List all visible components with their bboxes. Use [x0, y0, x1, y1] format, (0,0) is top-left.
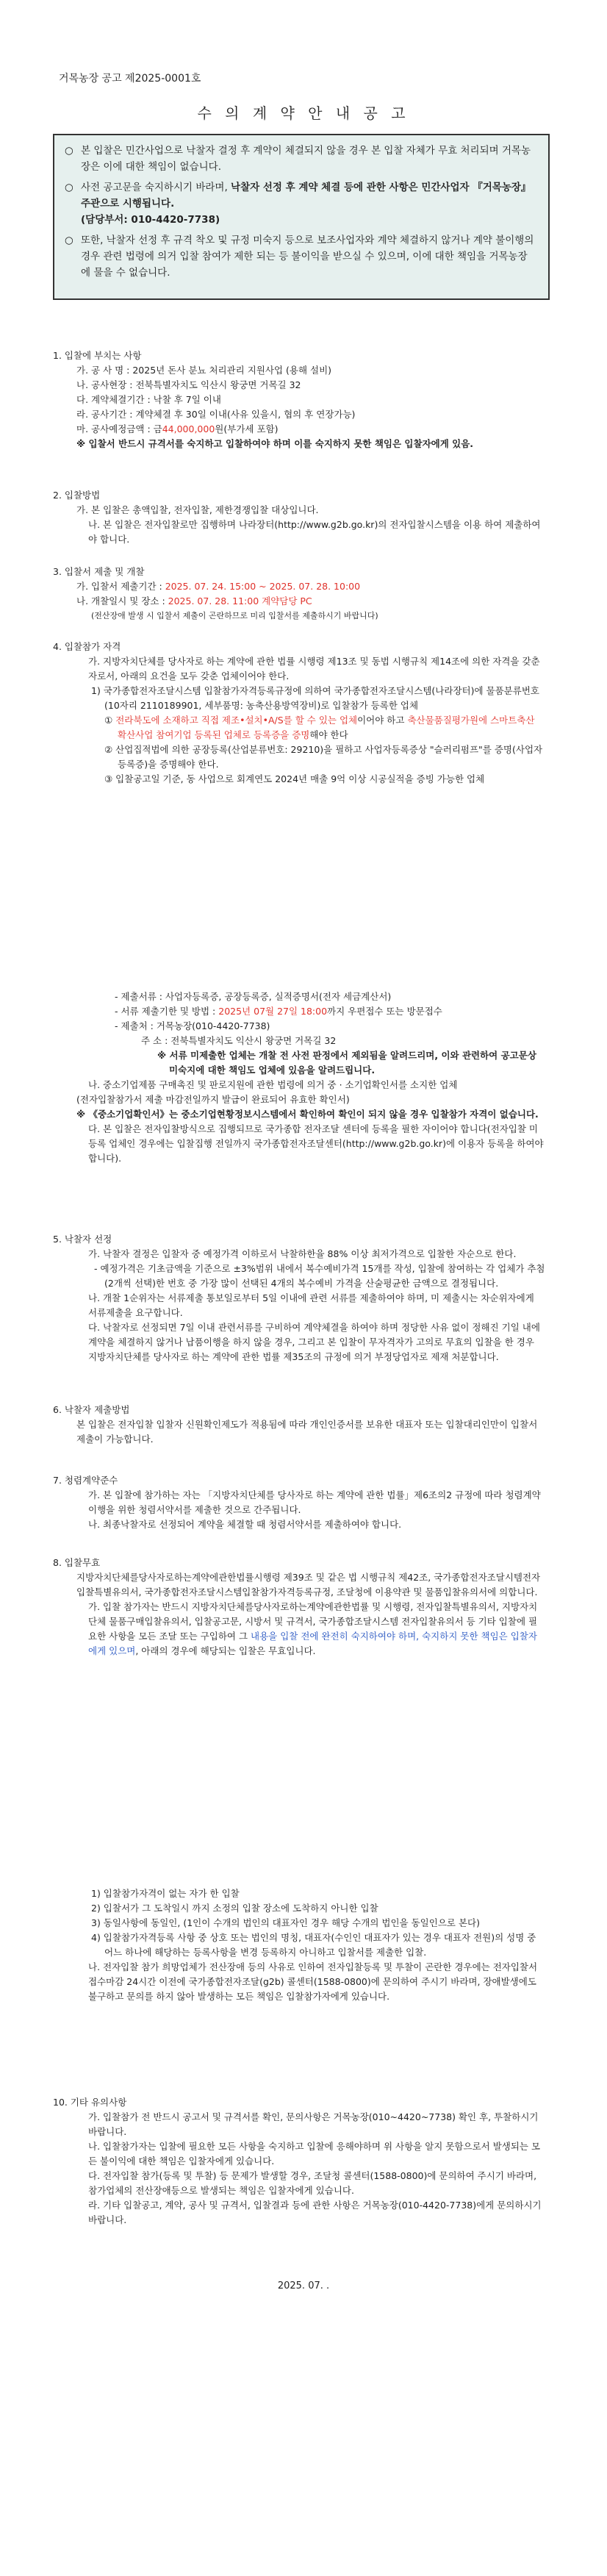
section-3: 3. 입찰서 제출 및 개찰 가. 입찰서 제출기간 : 2025. 07. 24. 15:00 ~ 2025. 07. 28. 10:00 나. 개찰일시 및 장소 : 2025. 07. 28. 11:00 계약담당 PC (전산장애 발생 시 입찰서 제출이 곤란하므로 미리 입찰서를 제출하시기 바랍니다)	[53, 565, 545, 623]
bullet-icon: ○	[65, 145, 73, 157]
section-4-documents: - 제출서류 : 사업자등록증, 공장등록증, 실적증명서(전자 세금계산서) - 서류 제출기한 및 방법 : 2025년 07월 27일 18:00까지 우편접수 또는 방문접수 - 제출처 : 거목농장(010-4420-7738) 주 소 : 전북특별자치도 익산시 왕궁면 거목길 32 ※ 서류 미제출한 업체는 개찰 전 사전 판정에서 제외됨을 알려드리며, 이와 관련하여 공고문상 미숙지에 대한 책임도 업체에 있음을 알려드립니다. 나. 중소기업제품 구매촉진 및 판로지원에 관한 법령에 의거 중 · 소기업확인서를 소지한 업체 (전자입찰참가서 제출 마감전일까지 발급이 완료되어 유효한 확인서) ※ 《중소기업확인서》는 중소기업현황정보시스템에서 확인하여 확인이 되지 않을 경우 입찰참가 자격이 없습니다. 다. 본 입찰은 전자입찰방식으로 집행되므로 국가종합 전자조달 센터에 등록을 필한 자이어야 합니다(전자입찰 미등록 업체인 경우에는 입찰집행 전일까지 국가종합전자조달센터(http://www.g2b.go.kr)에 이용자 등록을 하여야 합니다).	[76, 991, 544, 1164]
section-heading: 10. 기타 유의사항	[53, 2097, 127, 2108]
notice-box	[53, 134, 550, 300]
notice-item: ○ 본 입찰은 민간사업으로 낙찰자 결정 후 계약이 체결되지 않을 경우 본 입찰 자체가 무효 처리되며 거목농장은 이에 대한 책임이 없습니다.	[65, 143, 536, 175]
bullet-icon: ○	[65, 235, 73, 246]
section-8: 8. 입찰무효 지방자치단체를당사자로하는계약에관한법률시행령 제39조 및 같은 법 시행규칙 제42조, 국가종합전자조달시템전자입찰특별유의서, 국가종합전자조달시스템입찰참가자격등록규정, 조달청에 이용약관 및 물품입찰유의서에 의합니다. 가. 입찰 참가자는 반드시 지방자치단체를당사자로하는계약에관한법률 및 시행령, 전자입찰특별유의서, 지방자치단체 물품구매입찰유의서, 입찰공고문, 시방서 및 규격서, 국가종합조달시스템 전자입찰유의서 등 기타 입찰에 필요한 사항을 모든 조달 또는 구입하여 그 내용을 입찰 전에 완전히 숙지하여야 하며, 숙지하지 못한 책임은 입찰자에게 있으며, 아래의 경우에 해당되는 입찰은 무효입니다.	[53, 1556, 545, 1659]
document-date: 2025. 07. .	[277, 2280, 330, 2291]
page-title: 수 의 계 약 안 내 공 고	[197, 104, 410, 122]
section-heading: 2. 입찰방법	[53, 490, 101, 501]
section-heading: 3. 입찰서 제출 및 개찰	[53, 566, 145, 577]
section-7: 7. 청렴계약준수 가. 본 입찰에 참가하는 자는 「지방자치단체를 당사자로 하는 계약에 관한 법률」제6조의2 규정에 따라 청렴계약이행을 위한 청렴서약서를 제출한 것으로 간주됩니다. 나. 최종낙찰자로 선정되어 계약을 체결할 때 청렴서약서를 제출하여야 합니다.	[53, 1473, 545, 1532]
section-heading: 4. 입찰참가 자격	[53, 641, 121, 652]
section-2: 2. 입찰방법 가. 본 입찰은 총액입찰, 전자입찰, 제한경쟁입찰 대상입니다. 나. 본 입찰은 전자입찰로만 집행하며 나라장터(http://www.g2b.go.kr)의 전자입찰시스템을 이용 하여 제출하여야 합니다.	[53, 488, 545, 547]
notice-item: ○ 사전 공고문을 숙지하시기 바라며, 낙찰자 선정 후 계약 체결 등에 관한 사항은 민간사업자 『거목농장』 주관으로 시행됩니다. (담당부서: 010-4420-7738)	[65, 179, 536, 228]
section-heading: 8. 입찰무효	[53, 1557, 101, 1568]
section-4: 4. 입찰참가 자격 가. 지방자치단체를 당사자로 하는 계약에 관한 법률 시행령 제13조 및 동법 시행규칙 제14조에 의한 자격을 갖춘 자로서, 아래의 요건을 모두 갖춘 업체이어야 한다. 1) 국가종합전자조달시스템 입찰참가자격등록규정에 의하여 국가종합전자조달시스템(나라장터)에 물품분류번호(10자리 2110189901, 세부품명: 농축산용방역장비)로 입찰참가 등록한 업체 ① 전라북도에 소재하고 직접 제조•설치•A/S를 할 수 있는 업체이어야 하고 축산물품질평가원에 스마트축산 확산사업 참여기업 등록된 업체로 등록증을 증명해야 한다 ② 산업집적법에 의한 공장등록(산업분류번호: 29210)을 필하고 사업자등록증상 "슬러리펌프"를 증명(사업자등록증)을 증명해야 한다. ③ 입찰공고일 기준, 동 사업으로 회계연도 2024년 매출 9억 이상 시공실적을 증빙 가능한 업체	[53, 640, 545, 787]
section-8-items: 1) 입찰참가자격이 없는 자가 한 입찰 2) 입찰서가 그 도착일시 까지 소정의 입찰 장소에 도착하지 아니한 입찰 3) 동일사항에 동일인, (1인이 수개의 법인의 대표자인 경우 해당 수개의 법인을 동일인으로 본다) 4) 입찰참가자격등록 사항 중 상호 또는 법인의 명칭, 대표자(수인인 대표자가 있는 경우 대표자 전원)의 성명 중 어느 하나에 해당하는 등록사항을 변경 등록하지 아니하고 입찰서를 제출한 입찰. 나. 전자입찰 참가 희망업체가 전산장애 등의 사유로 인하여 전자입찰등록 및 투찰이 곤란한 경우에는 전자입찰서 접수마감 24시간 이전에 국가종합전자조달(g2b) 콜센터(1588-0800)에 문의하여 주시기 바라며, 장애발생에도 불구하고 문의를 하지 않아 발생하는 모든 책임은 입찰참가자에게 있습니다.	[88, 1888, 538, 2002]
section-heading: 7. 청렴계약준수	[53, 1475, 118, 1486]
section-6: 6. 낙찰자 제출방법 본 입찰은 전자입찰 입찰자 신원확인제도가 적용됨에 따라 개인인증서를 보유한 대표자 또는 입찰대리인만이 입찰서 제출이 가능합니다.	[53, 1403, 545, 1447]
section-heading: 6. 낙찰자 제출방법	[53, 1404, 130, 1415]
section-5: 5. 낙찰자 선정 가. 낙찰자 결정은 입찰자 중 예정가격 이하로서 낙찰하한율 88% 이상 최저가격으로 입찰한 자순으로 한다. - 예정가격은 기초금액을 기준으로 ±3%범위 내에서 복수예비가격 15개를 작성, 입찰에 참여하는 각 업체가 추첨(2개씩 선택)한 번호 중 가장 많이 선택된 4개의 복수예비 가격을 산술평균한 금액으로 결정됩니다. 나. 개찰 1순위자는 서류제출 통보일로부터 5일 이내에 관련 서류를 제출하여야 하며, 미 제출시는 차순위자에게 서류제출을 요구합니다. 다. 낙찰자로 선정되면 7일 이내 관련서류를 구비하여 계약체결을 하여야 하며 정당한 사유 없이 정해진 기일 내에 계약을 체결하지 않거나 납품이행을 하지 않을 경우, 그리고 본 입찰이 무자격자가 고의로 무효의 입찰을 한 경우 지방자치단체를 당사자로 하는 계약에 관한 법률 제35조의 규정에 의거 부정당업자로 제재 처분합니다.	[53, 1234, 545, 1362]
section-1: 1. 입찰에 부치는 사항 가. 공 사 명 : 2025년 돈사 분뇨 처리관리 지원사업 (용해 설비) 나. 공사현장 : 전북특별자치도 익산시 왕궁면 거목길 32 다. 계약체결기간 : 낙찰 후 7일 이내 라. 공사기간 : 계약체결 후 30일 이내(사유 있을시, 협의 후 연장가능) 마. 공사예정금액 : 금44,000,000원(부가세 포함) ※ 입찰서 반드시 규격서를 숙지하고 입찰하여야 하며 이를 숙지하지 못한 책임은 입찰자에게 있음.	[53, 348, 545, 451]
section-heading: 5. 낙찰자 선정	[53, 1234, 112, 1245]
section-10: 10. 기타 유의사항 가. 입찰참가 전 반드시 공고서 및 규격서를 확인, 문의사항은 거목농장(010~4420~7738) 확인 후, 투찰하시기 바랍니다. 나. 입찰참가자는 입찰에 필요한 모든 사항을 숙지하고 입찰에 응해야하며 위 사항을 알지 못함으로서 발생되는 모든 불이익에 대한 책임은 입찰자에게 있습니다. 다. 전자입찰 참가(등록 및 투찰) 등 문제가 발생할 경우, 조달청 콜센터(1588-0800)에 문의하여 주시기 바라며, 참가업체의 전산장애등으로 발생되는 책임은 입찰자에게 있습니다. 라. 기타 입찰공고, 계약, 공사 및 규격서, 입찰결과 등에 관한 사항은 거목농장(010-4420-7738)에게 문의하시기 바랍니다.	[53, 2095, 545, 2228]
document-number: 거목농장 공고 제2025-0001호	[59, 73, 201, 85]
section-heading: 1. 입찰에 부치는 사항	[53, 350, 142, 361]
bullet-icon: ○	[65, 182, 73, 193]
notice-item: ○ 또한, 낙찰자 선정 후 규격 착오 및 규정 미숙지 등으로 보조사업자와 계약 체결하지 않거나 계약 불이행의 경우 관련 법령에 의거 입찰 참여가 제한 되는 등 불이익을 받으실 수 있으며, 이에 대한 책임을 거목농장에 물을 수 없습니다.	[65, 232, 536, 281]
